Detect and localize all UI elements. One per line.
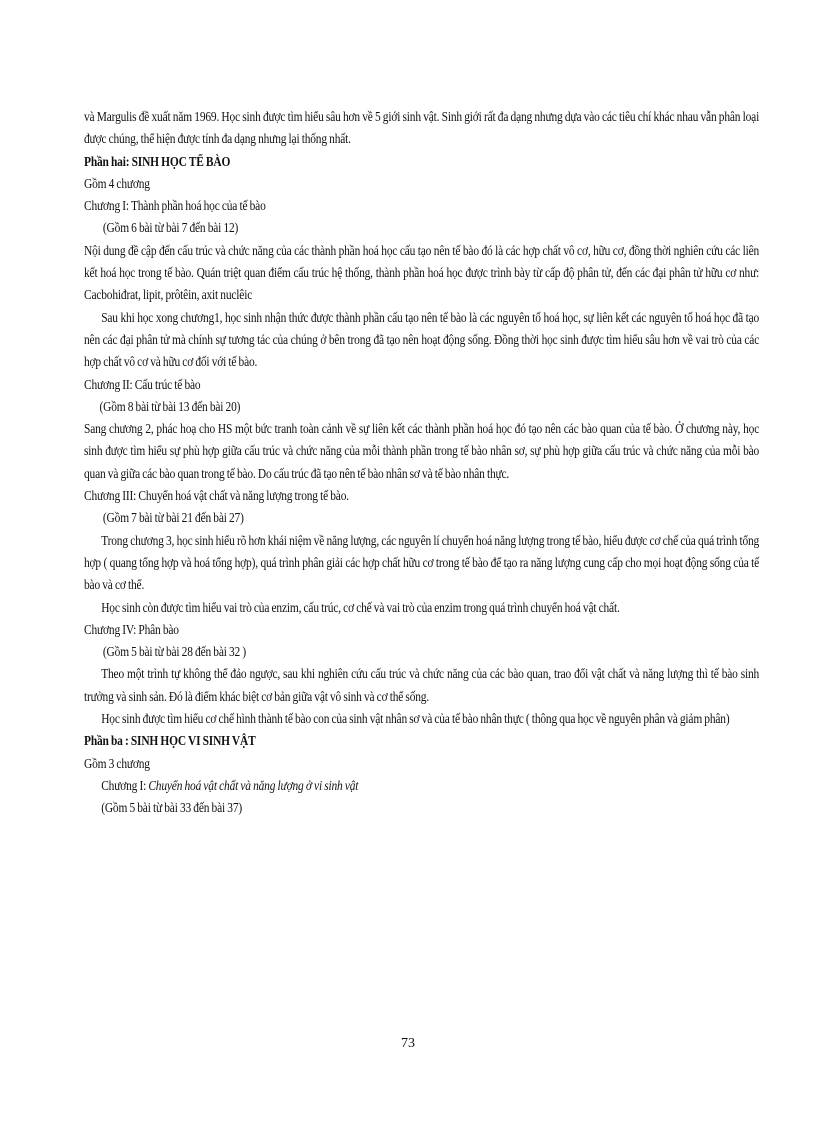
chapter2-title: Chương II: Cấu trúc tế bào (84, 376, 201, 392)
paragraph-intro-continuation: và Margulis đề xuất năm 1969. Học sinh được tìm hiểu sâu hơn về 5 giới sinh vật. Sinh giới rất đa dạng nhưng dựa vào các tiêu chí khác nhau vẫn phân loại được chúng, thể hiện được tính đa dạng nhưng lại thống nhất. (84, 109, 760, 147)
chapter1-title: Chương I: Thành phần hoá học của tế bào (84, 198, 266, 214)
chapter4-lessons: (Gồm 5 bài từ bài 28 đến bài 32 ) (102, 644, 246, 660)
chapter3-paragraph-2: Học sinh còn được tìm hiểu vai trò của enzim, cấu trúc, cơ chế và vai trò của enzim trong quá trình chuyển hoá vật chất. (101, 599, 620, 615)
part3-chapter1-prefix: Chương I: (101, 777, 149, 793)
chapter4-title: Chương IV: Phân bào (84, 621, 179, 637)
chapter4-paragraph-1: Theo một trình tự không thể đảo ngược, sau khi nghiên cứu cấu trúc và chức năng của các bào quan, trao đổi vật chất và năng lượng thì tế bào sinh trưởng và sinh sản. Đó là điểm khác biệt cơ bản giữa vật vô sinh và cơ thể sống. (84, 666, 760, 704)
chapter2-lessons: (Gồm 8 bài từ bài 13 đến bài 20) (99, 398, 241, 414)
chapter4-paragraph-2: Học sinh được tìm hiểu cơ chế hình thành tế bào con của sinh vật nhân sơ và của tế bào nhân thực ( thông qua học về nguyên phân và giảm phân) (101, 711, 730, 727)
part3-heading: Phần ba : SINH HỌC VI SINH VẬT (84, 733, 256, 749)
part3-chapter1-name: Chuyển hoá vật chất và năng lượng ở vi sinh vật (148, 777, 359, 793)
chapter3-lessons: (Gồm 7 bài từ bài 21 đến bài 27) (102, 510, 244, 526)
chapter1-paragraph-1: Nội dung đề cập đến cấu trúc và chức năng của các thành phần hoá học cấu tạo nên tế bào đó là các hợp chất vô cơ, hữu cơ, đồng thời nghiên cứu các liên kết hoá học trong tế bào. Quán triệt quan điểm cấu trúc hệ thống, thành phần hoá học được trình bày từ cấp độ phân tử, đến các đại phân tử hữu cơ như: Cacbohiđrat, lipit, prôtêin, axit nuclêic (84, 242, 760, 303)
chapter1-paragraph-2: Sau khi học xong chương1, học sinh nhận thức được thành phần cấu tạo nên tế bào là các nguyên tố hoá học, sự liên kết các nguyên tố hoá học đã tạo nên các đại phân tử mà chính sự tương tác của chúng ở bên trong đã tạo nên hoạt động sống. Đồng thời học sinh được tìm hiểu sâu hơn về vai trò của các hợp chất vô cơ và hữu cơ đối với tế bào. (84, 309, 760, 370)
chapter2-paragraph-1: Sang chương 2, phác hoạ cho HS một bức tranh toàn cảnh về sự liên kết các thành phần hoá học đó tạo nên các bào quan của tế bào. Ở chương này, học sinh được tìm hiểu sự phù hợp giữa cấu trúc và chức năng của mỗi thành phần trong tế bào nhân sơ, sự phù hợp giữa cấu trúc và chức năng của mỗi bào quan và giữa các bào quan trong tế bào. Do cấu trúc đã tạo nên tế bào nhân sơ và tế bào nhân thực. (84, 421, 760, 481)
chapter3-paragraph-1: Trong chương 3, học sinh hiểu rõ hơn khái niệm về năng lượng, các nguyên lí chuyển hoá năng lượng trong tế bào, hiểu được cơ chế của quá trình tổng hợp ( quang tổng hợp và hoá tổng hợp), quá trình phân giải các hợp chất hữu cơ trong tế bào để tạo ra năng lượng cung cấp cho mọi hoạt động sống của tế bào và cơ thể. (84, 532, 760, 593)
part3-chapter-count: Gồm 3 chương (84, 755, 150, 771)
part3-chapter1-lessons: (Gồm 5 bài từ bài 33 đến bài 37) (101, 800, 243, 816)
chapter3-title: Chương III: Chuyển hoá vật chất và năng lượng trong tế bào. (84, 488, 349, 504)
part2-heading: Phần hai: SINH HỌC TẾ BÀO (84, 153, 231, 169)
chapter1-lessons: (Gồm 6 bài từ bài 7 đến bài 12) (102, 220, 239, 236)
part3-chapter1-title (84, 775, 776, 797)
part2-chapter-count: Gồm 4 chương (84, 175, 150, 191)
page-number: 73 (401, 1036, 415, 1051)
